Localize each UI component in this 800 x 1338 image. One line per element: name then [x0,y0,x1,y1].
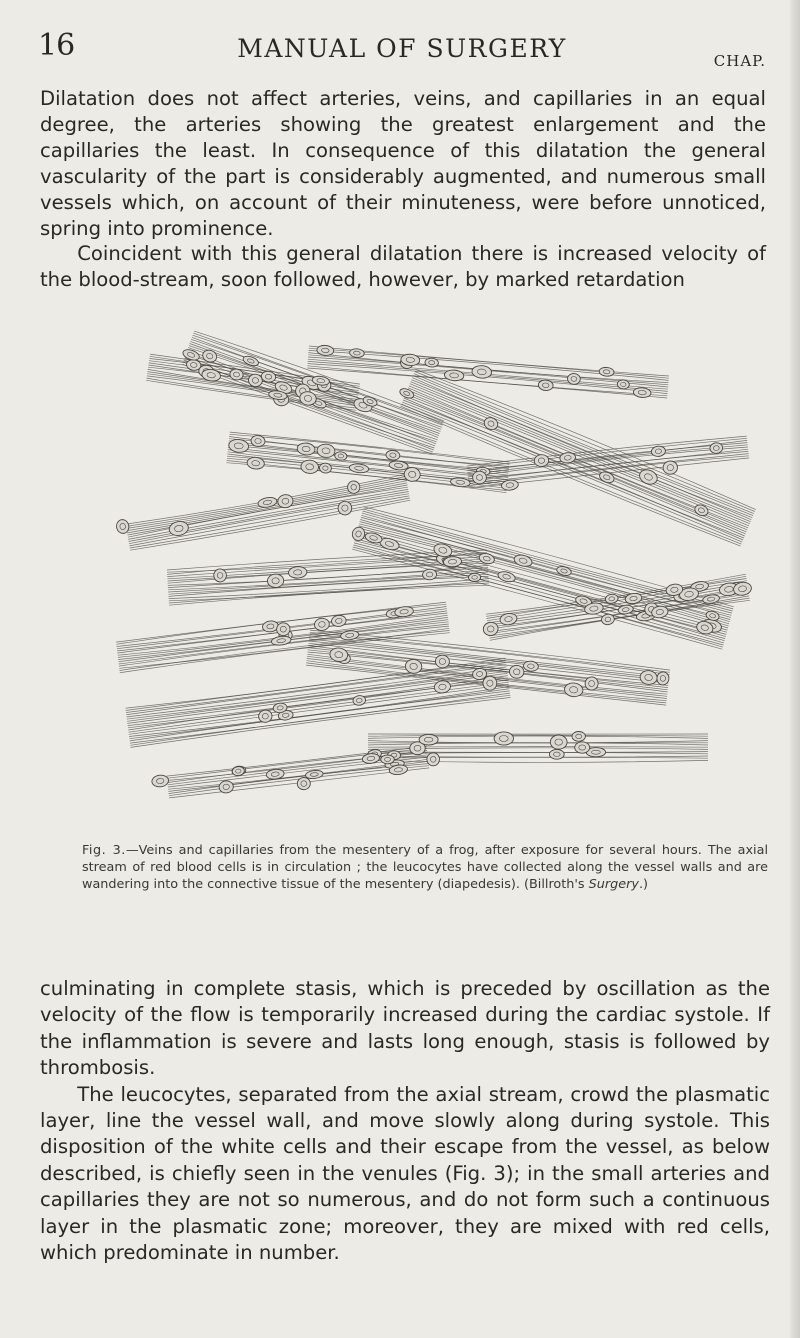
blood-cell [472,365,493,379]
blood-cell [494,732,513,745]
page-edge [790,0,800,1338]
blood-cell [425,358,439,368]
vessel-hatch-line [228,450,508,480]
vessel-hatch-line [128,676,508,726]
page-number: 16 [38,28,75,63]
blood-cell [115,519,129,535]
blood-cell [351,526,366,542]
blood-cell [567,373,581,385]
blood-cell [151,774,169,787]
blood-cell [314,617,330,631]
blood-cell [317,345,335,356]
vessel-hatch-line [368,736,708,738]
figure-caption [82,843,768,893]
blood-cell [435,654,450,668]
blood-cell [352,695,366,706]
vessel-hatch-line [309,639,669,679]
blood-cell [349,348,364,358]
paragraph: culminating in complete stasis, which is preceded by oscillation as the velocity of the flow is temporarily increased during the cardiac systole. If the inflammation is severe and lasts long enough, stasis is followed by thrombosis. [40,977,770,1080]
vessel-hatch-line [360,520,730,620]
vessel-hatch-line [413,376,753,516]
figure-illustration [108,328,768,833]
text-block-bottom [40,976,770,1266]
blood-cell [549,749,564,759]
vessel-hatch-line [467,438,747,468]
blood-cell [572,732,585,742]
blood-cell [242,354,260,367]
blood-cell [427,753,440,766]
vessel-hatch-line [410,384,750,524]
vessel-hatch-line [414,374,754,514]
vessel-hatch-line [401,406,741,546]
blood-cell [349,463,369,474]
engraving-blood-vessels [108,328,768,833]
vessel-hatch-line [403,400,743,540]
caption-source-suffix: .) [638,876,649,892]
blood-cell [228,438,249,453]
vessel-hatch-line [169,585,489,605]
vessel-hatch-line [401,404,741,544]
blood-cell [305,770,323,780]
blood-cell [617,379,630,389]
vessel-hatch-line [127,671,507,721]
running-title: MANUAL OF SURGERY [237,34,567,63]
vessel-hatch-line [127,673,507,723]
figure-label: Fig. 3. [82,843,126,858]
chapter-label: CHAP. [713,52,766,70]
blood-cell [381,755,394,764]
blood-cell [257,496,277,509]
blood-cell [599,367,614,377]
blood-cell [340,630,359,641]
vessel-hatch-line [129,682,509,732]
blood-cell [468,573,481,582]
blood-cell [398,387,415,400]
vessel-hatch-line [361,517,731,617]
vessel-hatch-line [129,687,509,737]
page-header [38,28,766,76]
blood-cell [267,574,284,588]
blood-cell [300,459,319,474]
blood-cell [316,443,335,458]
vessel-hatch-line [127,669,507,719]
blood-cell [575,742,590,753]
vessel-hatch-line [353,547,723,647]
vessel-hatch-line [129,684,509,734]
blood-cell [633,387,651,398]
blood-cell [213,569,226,583]
text-block-top [40,86,766,293]
vessel-hatch-line [467,436,747,466]
caption-text: —Veins and capillaries from the mesentery of a frog, after exposure for several hours. The axial stream of red blood cells is in circulation ; the leucocytes have collected along the vessel walls and are wandering into the connective tissue of the mesentery (diapedesis). [82,843,769,892]
blood-cell [232,766,245,776]
blood-cell [386,450,401,461]
vessel-hatch-line [309,637,669,677]
blood-cell [297,442,316,456]
blood-cell [434,680,452,694]
blood-cell [331,615,347,628]
paragraph: Dilatation does not affect arteries, veins, and capillaries in an equal degree, the arteries showing the greatest enlargement and the capillaries the least. In consequence of this dilatation the general vascularity of the part is considerably augmented, and numerous small vessels which, on account of their minuteness, were before unnoticed, spring into prominence. [40,87,766,240]
blood-cell [247,457,265,470]
caption-source-prefix: (Billroth's [524,876,589,892]
blood-cell [605,593,619,604]
caption-source-title: Surgery [588,876,639,892]
blood-cell [419,734,438,745]
vessel-hatch-line [411,382,751,522]
paragraph: Coincident with this general dilatation there is increased velocity of the blood-stream, soon followed, however, by marked retardation [40,242,766,292]
blood-cell [422,569,437,580]
vessel-hatch-line [415,372,755,512]
blood-cell [271,635,291,646]
blood-cell [550,735,567,749]
vessel-hatch-line [412,378,752,518]
blood-cell [444,369,464,381]
paragraph: The leucocytes, separated from the axial stream, crowd the plasmatic layer, line the vessel wall, and move slowly along during systole. This disposition of the white cells and their escape from the vessel, as below described, is chiefly seen in the venules (Fig. 3); in the small arteries and capillaries they are not so numerous, and do not form such a continuous layer in the plasmatic zone; moreover, they are mixed with red cells, which predominate in number. [40,1082,770,1265]
